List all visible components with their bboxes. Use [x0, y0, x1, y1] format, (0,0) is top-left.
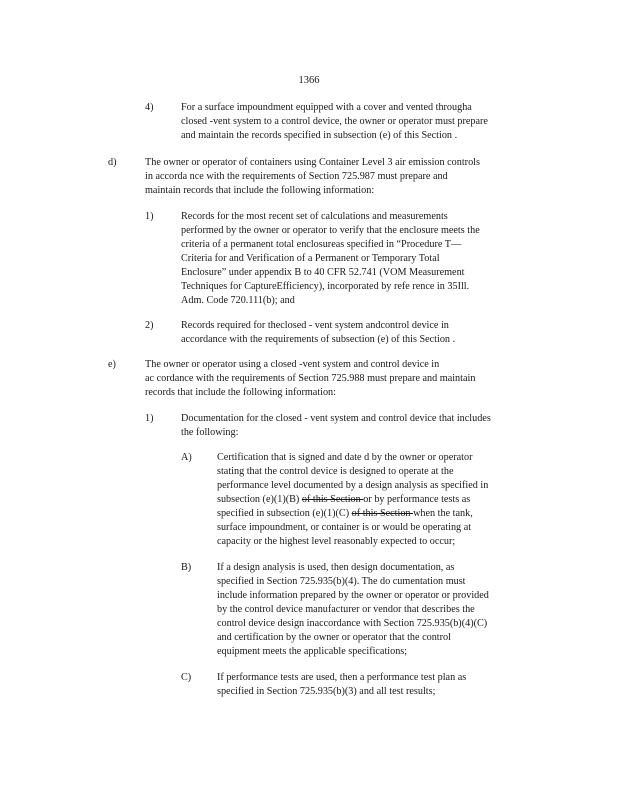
paragraph-d2 — [181, 319, 538, 347]
text-line: and certification by the owner or operator that the control — [217, 632, 451, 643]
paragraph-e1a — [217, 451, 538, 549]
text-line: specified in Section 725.935(b)(3) and all test results; — [217, 686, 436, 697]
text-line: records that include the following information: — [145, 387, 336, 398]
page-number: 1366 — [298, 75, 320, 86]
text-line: Documentation for the closed - vent system and control device that includes — [181, 413, 491, 424]
item-marker: 1) — [145, 211, 154, 222]
text-line: maintain records that include the following information: — [145, 185, 375, 196]
item-marker: C) — [181, 672, 192, 683]
text-line: closed -vent system to a control device, the owner or operator must prepare — [181, 116, 488, 127]
text-line: specified in Section 725.935(b)(4). The do cumentation must — [217, 576, 466, 587]
text-line: Certification that is signed and date d by the owner or operator — [217, 452, 473, 463]
item-marker: e) — [108, 359, 116, 370]
text-line: For a surface impoundment equipped with a cover and vented througha — [181, 102, 472, 113]
paragraph-e1c — [217, 671, 538, 699]
text-line: If a design analysis is used, then design documentation, as — [217, 562, 455, 573]
text-line: Enclosure” under appendix B to 40 CFR 52.741 (VOM Measurement — [181, 267, 465, 278]
text-line: criteria of a permanent total enclosureas specified in “Procedure T— — [181, 239, 462, 250]
text-line: If performance tests are used, then a performance test plan as — [217, 672, 467, 683]
text-line: by the control device manufacturer or vendor that describes the — [217, 604, 475, 615]
text-line: performed by the owner or operator to verify that the enclosure meets the — [181, 225, 480, 236]
text-line: accordance with the requirements of subsection (e) of this Section . — [181, 334, 456, 345]
text-run: subsection (e)(1)(B) — [217, 494, 302, 505]
text-line: Adm. Code 720.111(b); and — [181, 295, 295, 306]
item-marker: A) — [181, 452, 192, 463]
text-line: ac cordance with the requirements of Section 725.988 must prepare and maintain — [145, 373, 476, 384]
text-line: Records for the most recent set of calculations and measurements — [181, 211, 448, 222]
paragraph-e — [145, 358, 539, 400]
struck-text: of this Section — [301, 494, 364, 505]
text-line: surface impoundment, or container is or would be operating at — [217, 522, 472, 533]
text-line: stating that the control device is designed to operate at the — [217, 466, 454, 477]
text-line: The owner or operator using a closed -vent system and control device in — [145, 359, 440, 370]
item-marker: d) — [108, 157, 117, 168]
text-run: or by performance tests as — [363, 494, 471, 505]
text-line: capacity or the highest level reasonably expected to occur; — [217, 536, 456, 547]
text-run: specified in subsection (e)(1)(C) — [217, 508, 352, 519]
text-line: and maintain the records specified in subsection (e) of this Section . — [181, 130, 458, 141]
text-line: Records required for theclosed - vent system andcontrol device in — [181, 320, 449, 331]
text-run: when the tank, — [413, 508, 473, 519]
paragraph-d — [145, 156, 539, 198]
text-line — [217, 507, 538, 521]
paragraph-e1b — [217, 561, 538, 659]
text-line: equipment meets the applicable specifications; — [217, 646, 408, 657]
paragraph-c4 — [181, 101, 538, 143]
item-marker: 1) — [145, 413, 154, 424]
text-line: The owner or operator of containers using Container Level 3 air emission controls — [145, 157, 480, 168]
text-line — [217, 493, 538, 507]
text-line: the following: — [181, 427, 239, 438]
paragraph-e1 — [181, 412, 538, 440]
item-marker: 2) — [145, 320, 154, 331]
text-line: performance level documented by a design analysis as specified in — [217, 480, 489, 491]
text-line: Techniques for CaptureEfficiency), incorporated by refe rence in 35Ill. — [181, 281, 470, 292]
text-line: control device design inaccordance with Section 725.935(b)(4)(C) — [217, 618, 488, 629]
text-line: include information prepared by the owner or operator or provided — [217, 590, 489, 601]
item-marker: 4) — [145, 102, 154, 113]
text-line: Criteria for and Verification of a Permanent or Temporary Total — [181, 253, 440, 264]
text-line: in accorda nce with the requirements of Section 725.987 must prepare and — [145, 171, 448, 182]
paragraph-d1 — [181, 210, 538, 308]
item-marker: B) — [181, 562, 192, 573]
struck-text: of this Section — [351, 508, 414, 519]
